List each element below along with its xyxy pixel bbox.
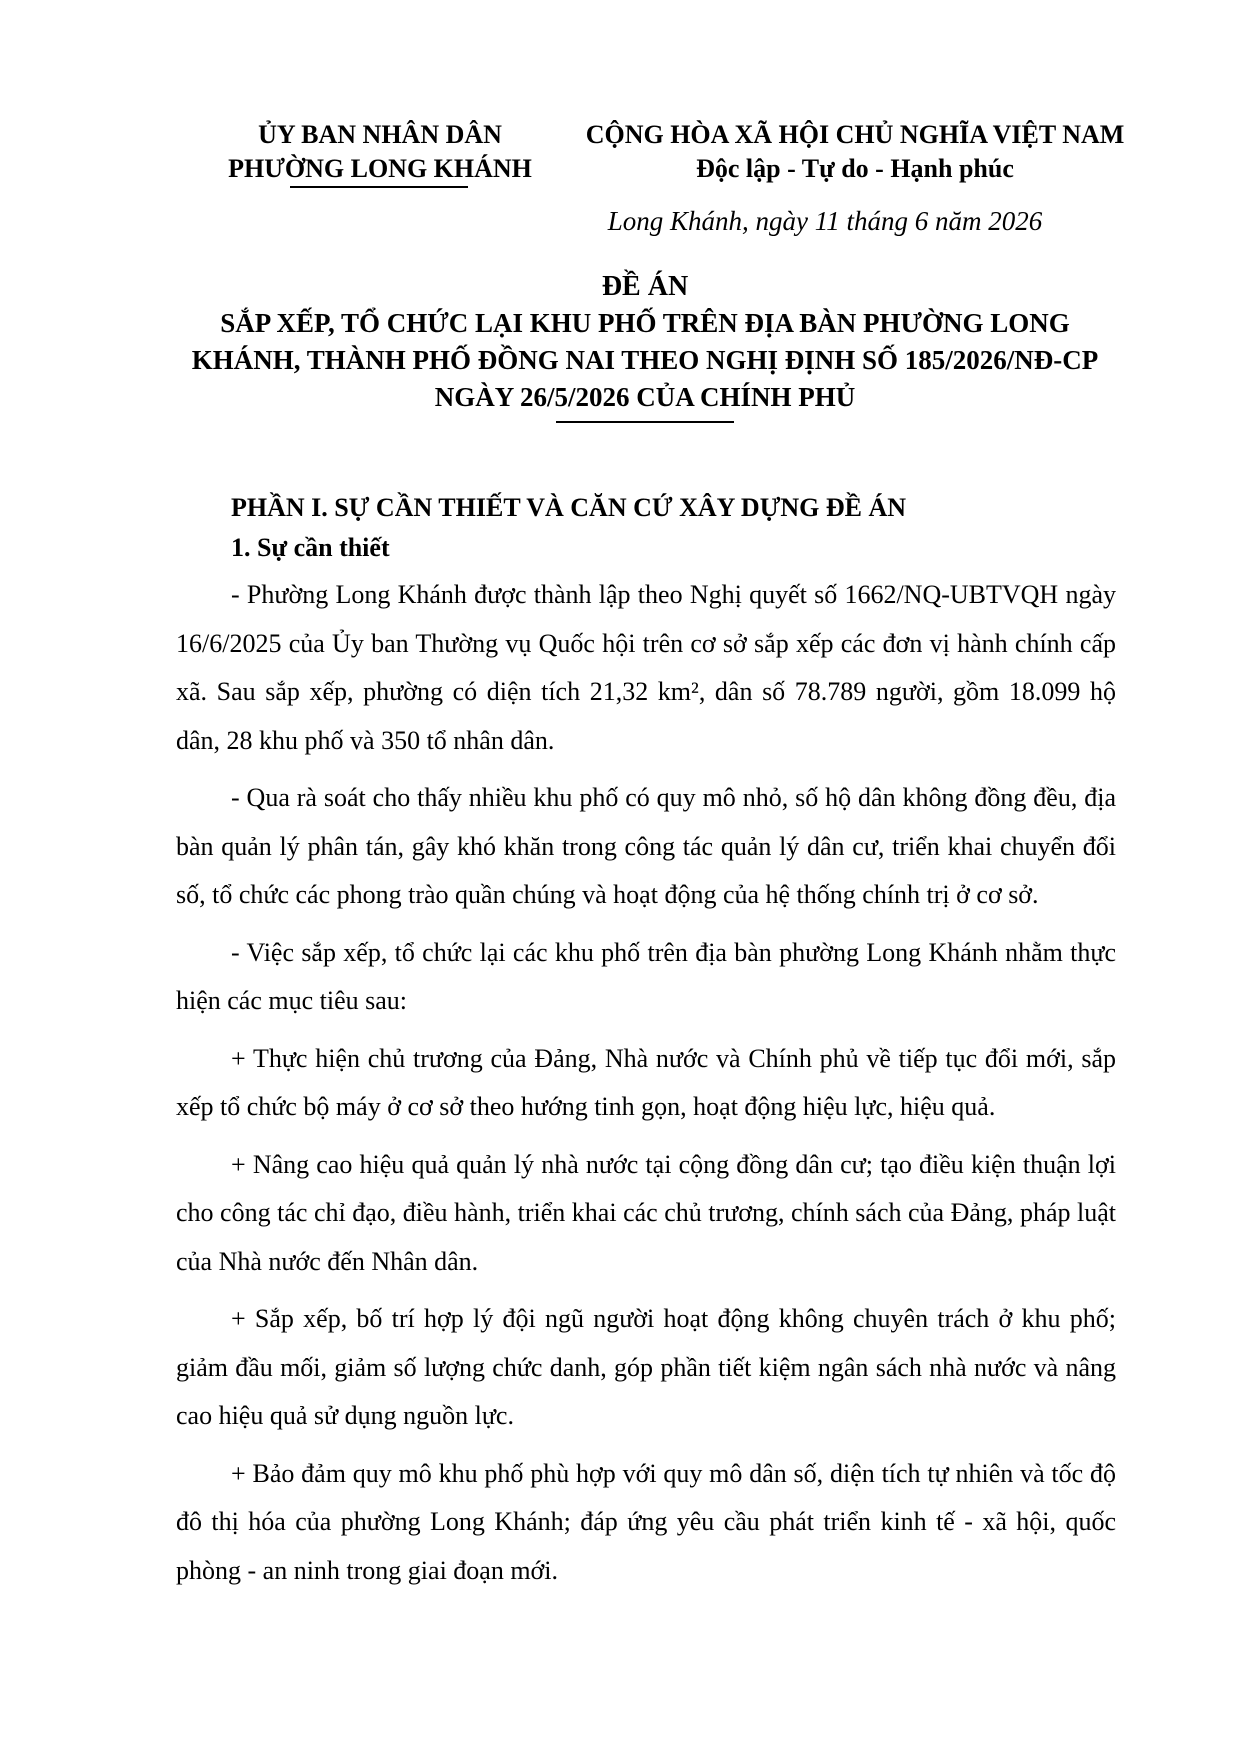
paragraph: - Qua rà soát cho thấy nhiều khu phố có quy mô nhỏ, số hộ dân không đồng đều, địa bàn quản lý phân tán, gây khó khăn trong công tác quản lý dân cư, triển khai chuyển đổi số, tổ chức các phong trào quần chúng và hoạt động của hệ thống chính trị ở cơ sở.: [176, 783, 1116, 909]
document-type: ĐỀ ÁN: [601, 271, 689, 302]
document-body: [176, 488, 1116, 1604]
paragraph: + Sắp xếp, bố trí hợp lý đội ngũ người hoạt động không chuyên trách ở khu phố; giảm đầu mối, giảm số lượng chức danh, góp phần tiết kiệm ngân sách nhà nước và nâng cao hiệu quả sử dụng nguồn lực.: [176, 1304, 1116, 1430]
document-title: [150, 268, 1140, 416]
authority-line-1: ỦY BAN NHÂN DÂN: [258, 120, 502, 149]
section-heading: PHẦN I. SỰ CẦN THIẾT VÀ CĂN CỨ XÂY DỰNG ĐỀ ÁN: [231, 493, 907, 522]
country-name: CỘNG HÒA XÃ HỘI CHỦ NGHĨA VIỆT NAM: [585, 120, 1125, 149]
paragraph: - Việc sắp xếp, tổ chức lại các khu phố trên địa bàn phường Long Khánh nhằm thực hiện các mục tiêu sau:: [176, 937, 1116, 1015]
paragraph: + Nâng cao hiệu quả quản lý nhà nước tại cộng đồng dân cư; tạo điều kiện thuận lợi cho công tác chỉ đạo, điều hành, triển khai các chủ trương, chính sách của Đảng, pháp luật của Nhà nước đến Nhân dân.: [176, 1149, 1116, 1276]
authority-underline: [290, 186, 468, 188]
issuing-authority: [180, 118, 580, 186]
place-date: Long Khánh, ngày 11 tháng 6 năm 2026: [607, 206, 1043, 236]
paragraph: - Phường Long Khánh được thành lập theo Nghị quyết số 1662/NQ-UBTVQH ngày 16/6/2025 của Ủy ban Thường vụ Quốc hội trên cơ sở sắp xếp các đơn vị hành chính cấp xã. Sau sắp xếp, phường có diện tích 21,32 km², dân số 78.789 người, gồm 18.099 hộ dân, 28 khu phố và 350 tổ nhân dân.: [176, 580, 1116, 755]
title-line-3: NGÀY 26/5/2026 CỦA CHÍNH PHỦ: [434, 382, 856, 412]
paragraph: + Thực hiện chủ trương của Đảng, Nhà nước và Chính phủ về tiếp tục đổi mới, sắp xếp tổ chức bộ máy ở cơ sở theo hướng tinh gọn, hoạt động hiệu lực, hiệu quả.: [176, 1043, 1116, 1121]
subsection-heading: 1. Sự cần thiết: [231, 533, 390, 562]
paragraph: + Bảo đảm quy mô khu phố phù hợp với quy mô dân số, diện tích tự nhiên và tốc độ đô thị hóa của phường Long Khánh; đáp ứng yêu cầu phát triển kinh tế - xã hội, quốc phòng - an ninh trong giai đoạn mới.: [176, 1458, 1116, 1585]
title-line-1: SẮP XẾP, TỔ CHỨC LẠI KHU PHỐ TRÊN ĐỊA BÀN PHƯỜNG LONG: [220, 308, 1070, 338]
title-line-2: KHÁNH, THÀNH PHỐ ĐỒNG NAI THEO NGHỊ ĐỊNH SỐ 185/2026/NĐ-CP: [191, 345, 1099, 375]
motto-line: Độc lập - Tự do - Hạnh phúc: [696, 154, 1014, 183]
authority-line-2: PHƯỜNG LONG KHÁNH: [228, 154, 532, 183]
title-underline: [556, 421, 734, 423]
national-motto: [560, 118, 1150, 186]
